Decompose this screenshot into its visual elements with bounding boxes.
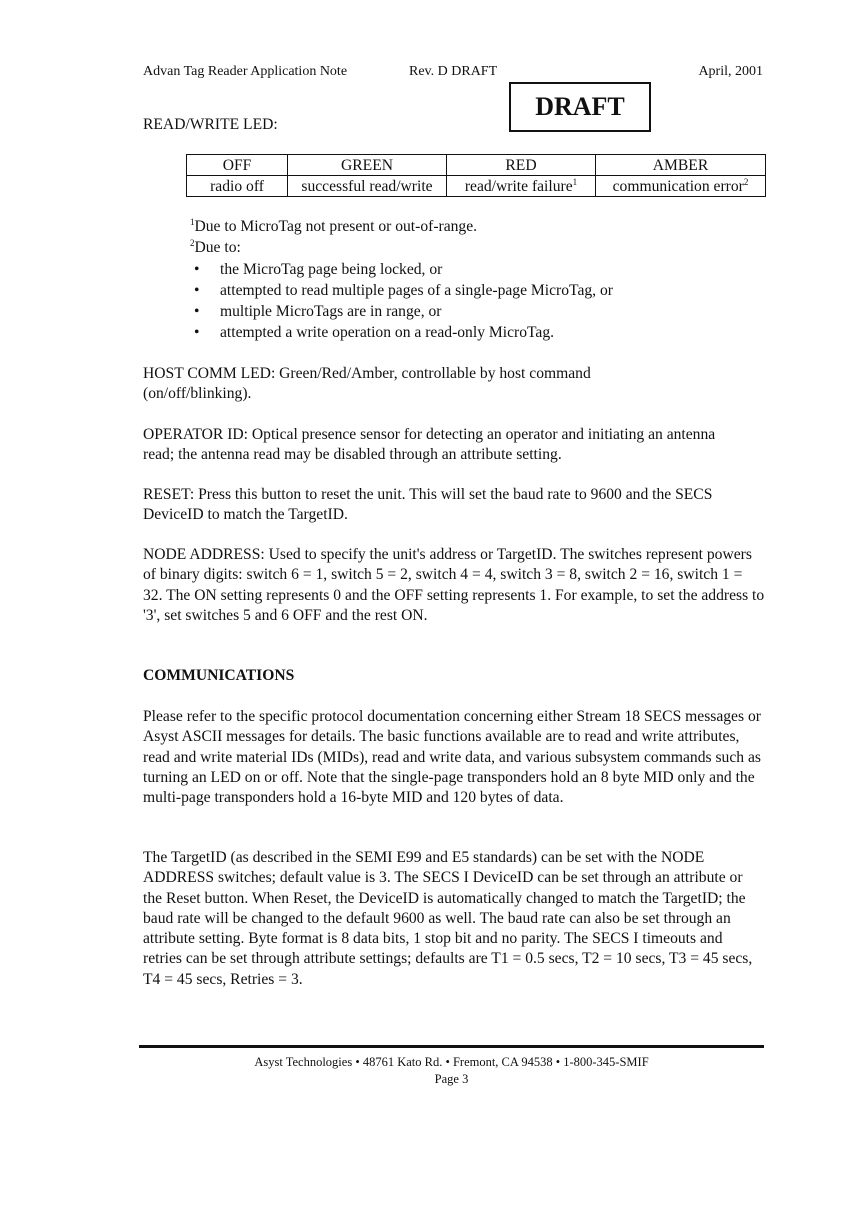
list-item: • the MicroTag page being locked, or [194,261,443,278]
bullet-icon: • [194,324,200,341]
footnote-1-mark: 1 [190,217,195,227]
operator-id-paragraph: OPERATOR ID: Optical presence sensor for detecting an operator and initiating an antenna read; the antenna read may be disabled through an attribute setting. [143,426,716,464]
bullet-icon: • [194,303,200,320]
list-item: • attempted to read multiple pages of a single-page MicroTag, or [194,282,613,299]
draft-stamp: DRAFT [509,82,651,132]
col-red: RED [447,155,596,176]
table-row [187,155,766,176]
host-comm-paragraph: HOST COMM LED: Green/Red/Amber, controllable by host command (on/off/blinking). [143,365,591,403]
cell-amber [596,176,766,197]
table-row [187,176,766,197]
footnote-1 [190,218,477,236]
communications-paragraph-2: The TargetID (as described in the SEMI E99 and E5 standards) can be set with the NODE ADDRESS switches; default value is 3. The SECS I DeviceID can be set through an attribute or the Reset button. When Reset, the DeviceID is automatically changed to match the TargetID; the baud rate will be changed to the default 9600 as well. The baud rate can also be set through an attribute setting. Byte format is 8 data bits, 1 stop bit and no parity. The SECS I timeouts and retries can be set through attribute settings; defaults are T1 = 0.5 secs, T2 = 10 secs, T3 = 45 secs, T4 = 45 secs, Retries = 3. [143,849,753,988]
list-item: • multiple MicroTags are in range, or [194,303,442,320]
col-green: GREEN [288,155,447,176]
footnote-2-mark: 2 [190,238,195,248]
page-number: Page 3 [434,1072,469,1086]
cell-off: radio off [187,176,288,197]
bullet-icon: • [194,282,200,299]
list-item: • attempted a write operation on a read-only MicroTag. [194,324,555,341]
cell-green: successful read/write [288,176,447,197]
header-date: April, 2001 [698,64,763,79]
footnote-1-text: Due to MicroTag not present or out-of-range. [194,218,478,235]
footnote-ref-2: 2 [743,176,749,187]
section-heading: COMMUNICATIONS [143,667,295,684]
col-amber: AMBER [596,155,766,176]
footnote-2-text: Due to: [194,239,241,256]
rw-led-table [186,154,766,197]
header-revision: Rev. D DRAFT [409,64,498,79]
reset-paragraph: RESET: Press this button to reset the unit. This will set the baud rate to 9600 and the SECS DeviceID to match the TargetID. [143,486,713,524]
node-address-paragraph: NODE ADDRESS: Used to specify the unit's address or TargetID. The switches represent powers of binary digits: switch 6 = 1, switch 5 = 2, switch 4 = 4, switch 3 = 8, switch 2 = 16, switch 1 = 32. The ON setting represents 0 and the OFF setting represents 1. For example, to set the address to '3', set switches 5 and 6 OFF and the rest ON. [143,546,765,624]
communications-paragraph-1: Please refer to the specific protocol documentation concerning either Stream 18 SECS messages or Asyst ASCII messages for details. The basic functions available are to read and write attributes, read and write material IDs (MIDs), read and write data, and various subsystem commands such as turning an LED on or off. Note that the single-page transponders hold an 8 byte MID only and the multi-page transponders hold a 16-byte MID and 120 bytes of data. [143,708,761,807]
bullet-icon: • [194,261,200,278]
cell-red [447,176,596,197]
rw-led-label: READ/WRITE LED: [143,116,278,133]
footer-rule [139,1045,764,1048]
footnote-ref-1: 1 [572,176,578,187]
header-title: Advan Tag Reader Application Note [143,64,348,79]
col-off: OFF [187,155,288,176]
footnote-2 [190,239,241,257]
cell-amber-text: communication error [612,177,744,195]
footer-address: Asyst Technologies • 48761 Kato Rd. • Fremont, CA 94538 • 1-800-345-SMIF [254,1055,649,1069]
cell-red-text: read/write failure [464,177,573,195]
